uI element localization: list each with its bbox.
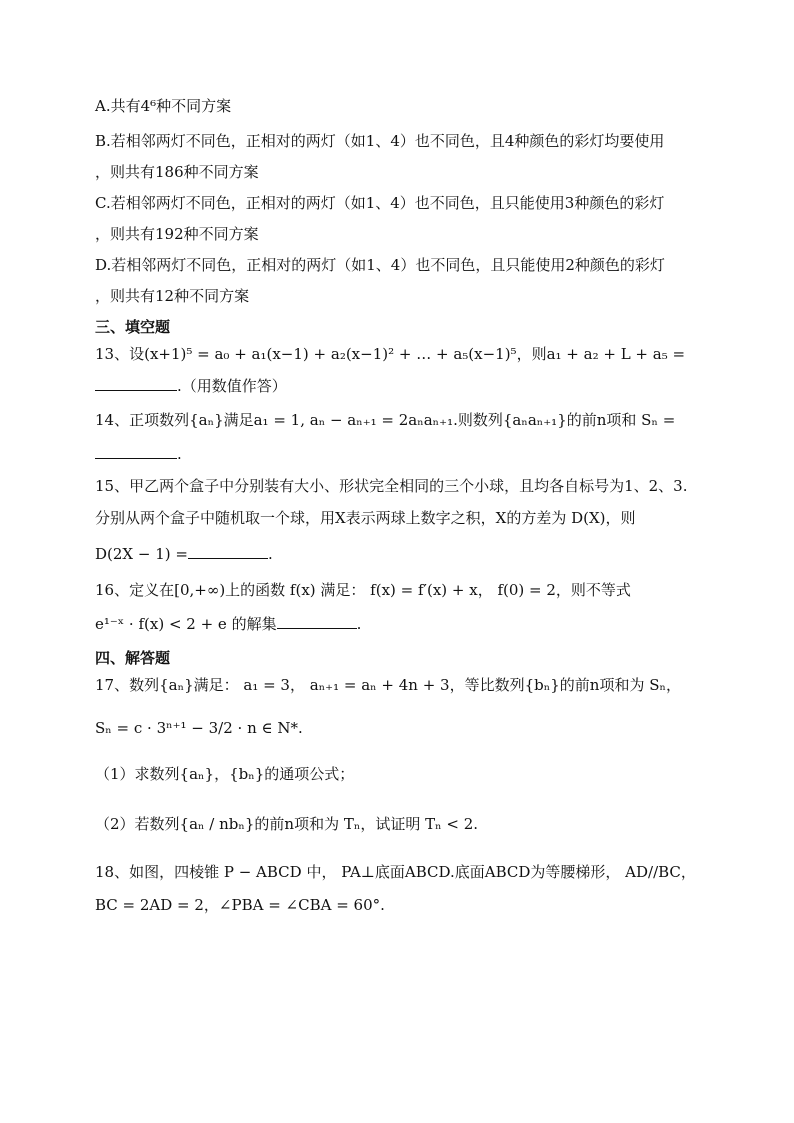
q17-sub2: （2）若数列{aₙ / nbₙ}的前n项和为 Tₙ，试证明 Tₙ < 2. bbox=[95, 815, 479, 833]
q14-line1: 14、正项数列{aₙ}满足a₁ = 1, aₙ − aₙ₊₁ = 2aₙaₙ₊₁.则数列{aₙaₙ₊₁}的前n项和 Sₙ = bbox=[95, 411, 676, 429]
answer-blank[interactable] bbox=[188, 544, 268, 559]
q16-suffix: . bbox=[356, 615, 362, 633]
answer-blank[interactable] bbox=[95, 444, 177, 459]
q17-sub1: （1）求数列{aₙ}，{bₙ}的通项公式； bbox=[95, 765, 355, 783]
option-c-line1: C.若相邻两灯不同色，正相对的两灯（如1、4）也不同色，且只能使用3种颜色的彩灯 bbox=[95, 194, 665, 212]
q18-line1: 18、如图，四棱锥 P − ABCD 中， PA⊥底面ABCD.底面ABCD为等腰梯形， AD//BC， bbox=[95, 863, 696, 881]
answer-blank[interactable] bbox=[277, 614, 357, 629]
q16-line1: 16、定义在[0,+∞)上的函数 f(x) 满足： f(x) = f′(x) + x， f(0) = 2，则不等式 bbox=[95, 581, 631, 599]
q13-line2 bbox=[95, 376, 287, 396]
answer-blank[interactable] bbox=[95, 376, 177, 391]
q14-suffix: . bbox=[177, 445, 182, 463]
q15-line1: 15、甲乙两个盒子中分别装有大小、形状完全相同的三个小球，且均各自标号为1、2、3. bbox=[95, 477, 688, 495]
q18-line2: BC = 2AD = 2，∠PBA = ∠CBA = 60°. bbox=[95, 896, 385, 914]
option-a: A.共有4⁶种不同方案 bbox=[95, 97, 232, 115]
q15-line3 bbox=[95, 544, 273, 564]
q15-expression: D(2X − 1) = bbox=[95, 545, 188, 563]
q17-line2: Sₙ = c · 3ⁿ⁺¹ − 3/2 · n ∈ N*. bbox=[95, 719, 303, 737]
section-4-title: 四、解答题 bbox=[95, 649, 171, 667]
section-3-title: 三、填空题 bbox=[95, 318, 171, 336]
q13-line1: 13、设(x+1)⁵ = a₀ + a₁(x−1) + a₂(x−1)² + … + a₅(x−1)⁵，则a₁ + a₂ + L + a₅ = bbox=[95, 345, 686, 363]
option-d-line2: ，则共有12种不同方案 bbox=[95, 287, 250, 305]
q16-line2 bbox=[95, 614, 361, 634]
option-c-line2: ，则共有192种不同方案 bbox=[95, 225, 259, 243]
q13-suffix: .（用数值作答） bbox=[177, 377, 287, 395]
q14-line2 bbox=[95, 444, 182, 464]
option-b-line1: B.若相邻两灯不同色，正相对的两灯（如1、4）也不同色，且4种颜色的彩灯均要使用 bbox=[95, 132, 665, 150]
option-d-line1: D.若相邻两灯不同色，正相对的两灯（如1、4）也不同色，且只能使用2种颜色的彩灯 bbox=[95, 256, 665, 274]
q15-suffix: . bbox=[267, 545, 273, 563]
q15-line2: 分别从两个盒子中随机取一个球，用X表示两球上数字之积，X的方差为 D(X)，则 bbox=[95, 509, 636, 527]
q17-line1: 17、数列{aₙ}满足： a₁ = 3， aₙ₊₁ = aₙ + 4n + 3，等比数列{bₙ}的前n项和为 Sₙ， bbox=[95, 676, 681, 694]
q16-expression: e¹⁻ˣ · f(x) < 2 + e 的解集 bbox=[95, 615, 277, 633]
option-b-line2: ，则共有186种不同方案 bbox=[95, 163, 259, 181]
